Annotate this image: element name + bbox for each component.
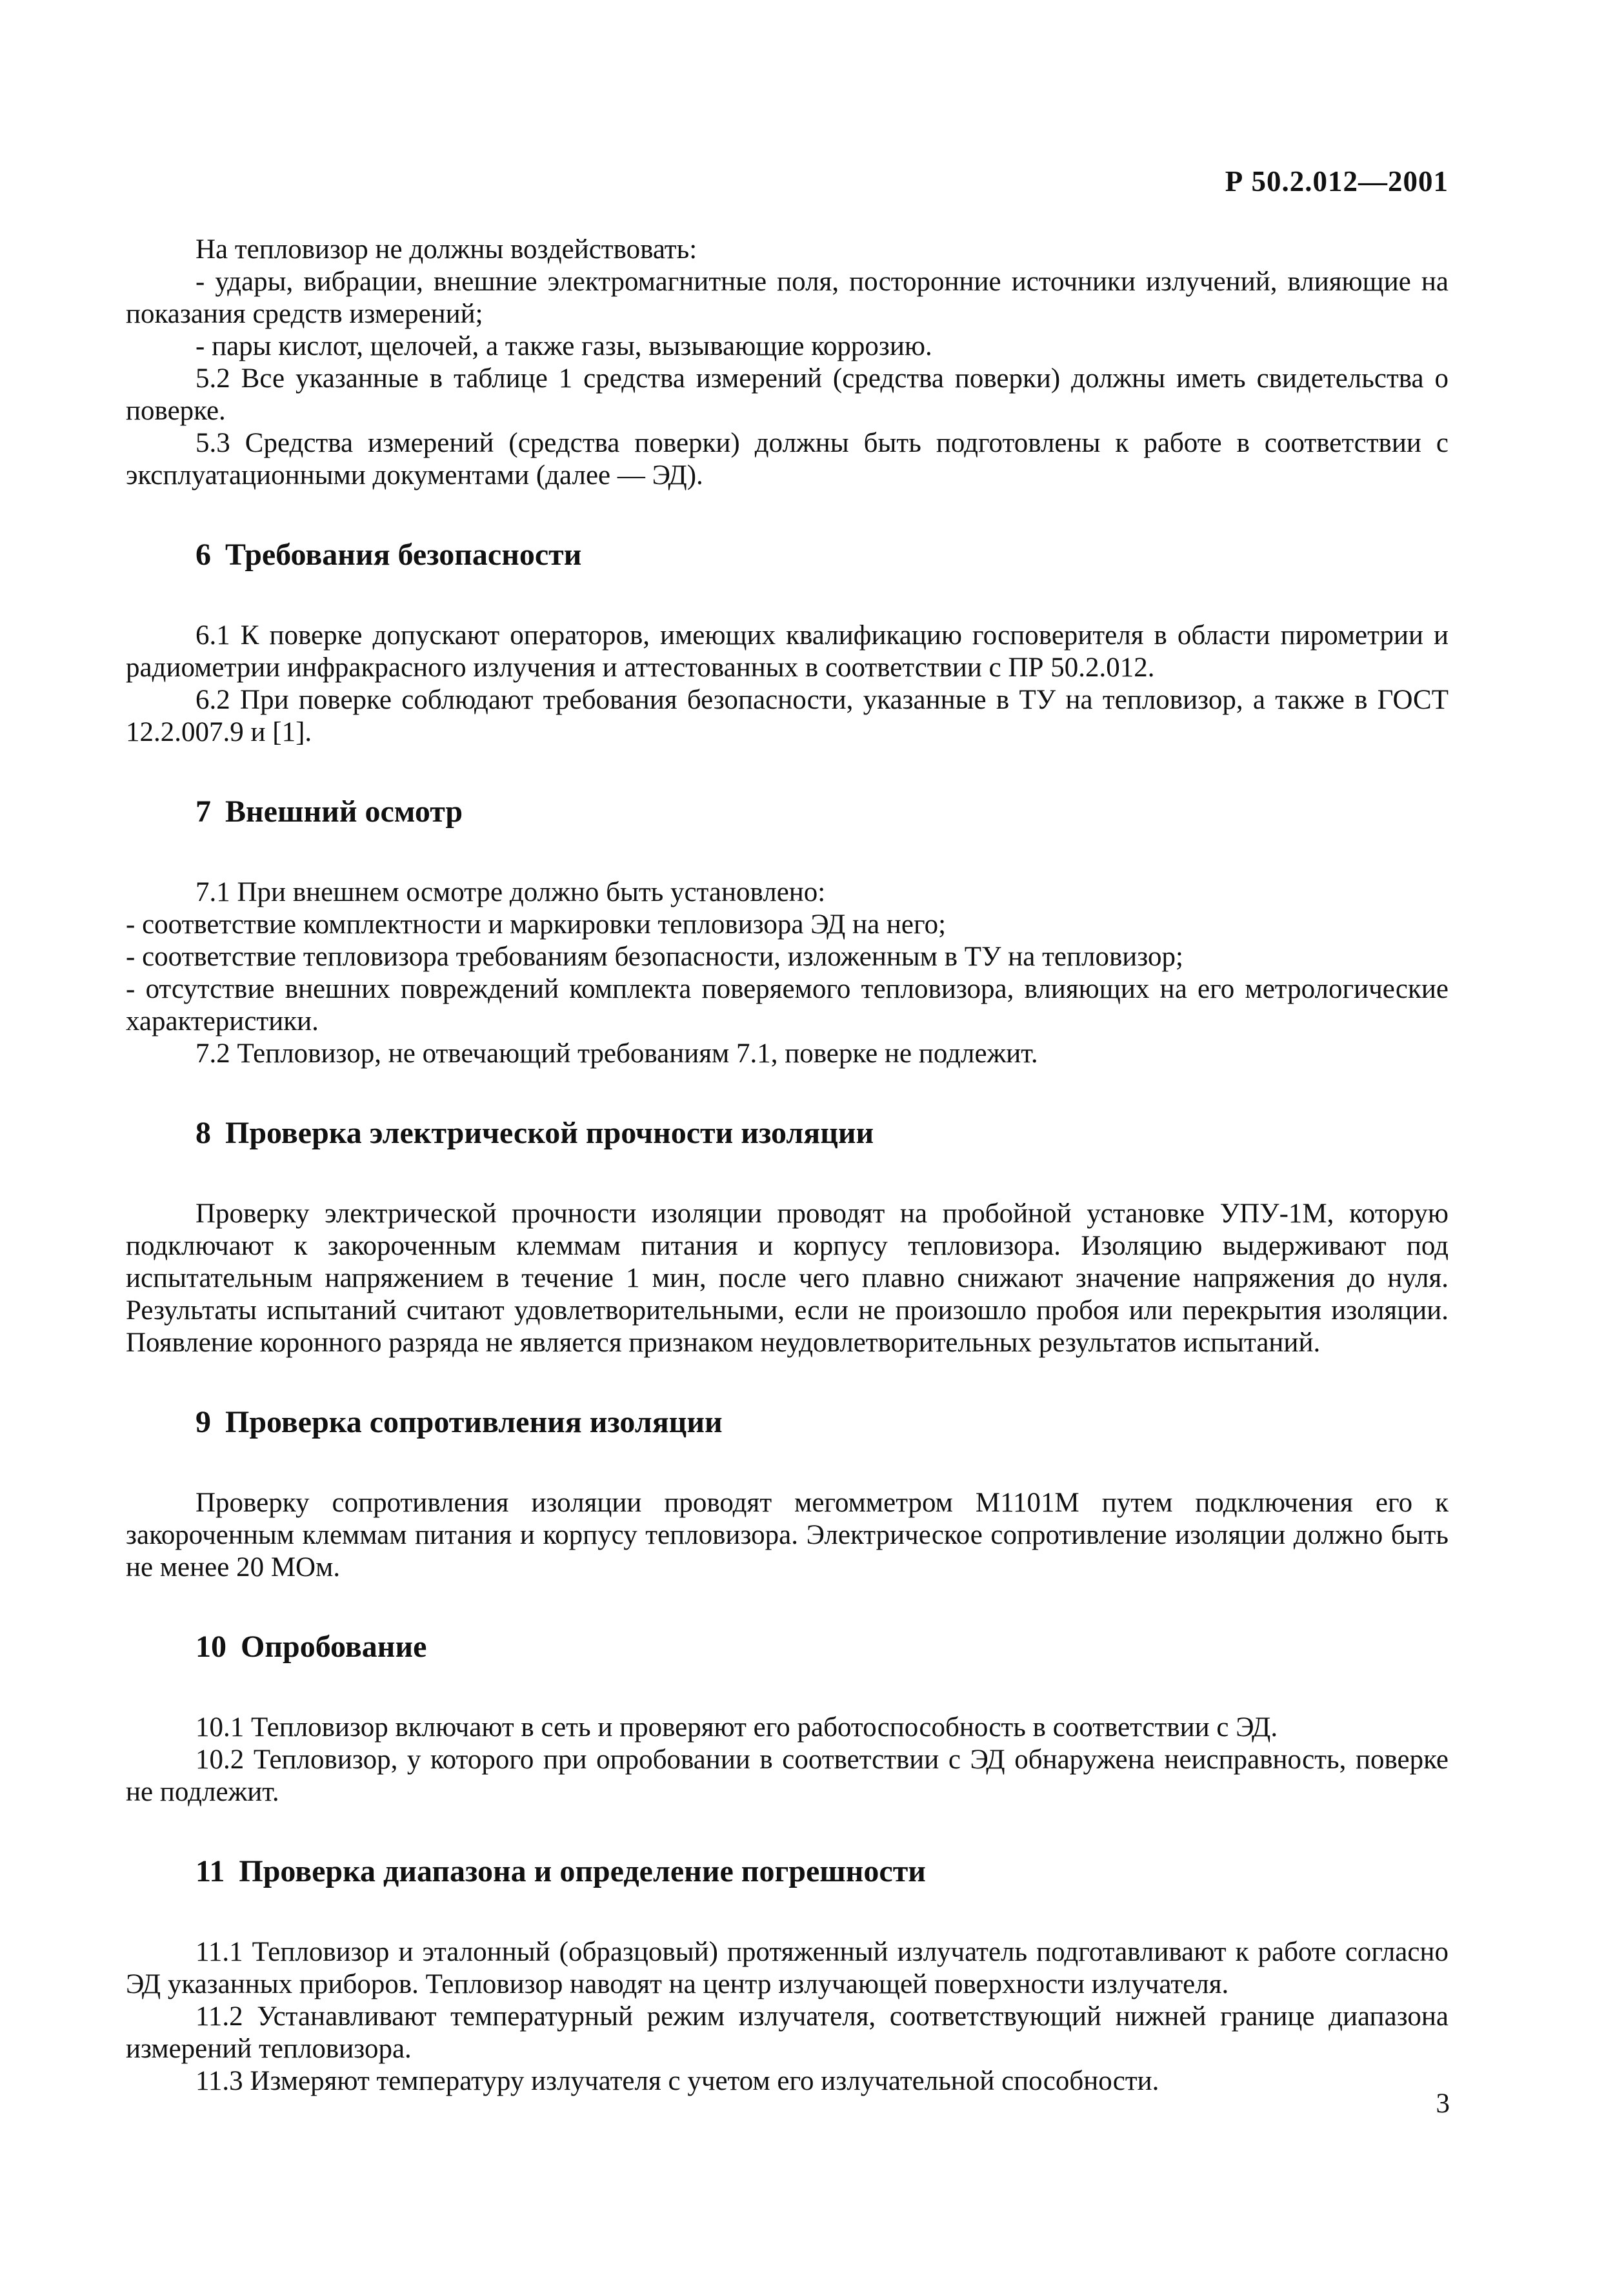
- intro-block: [126, 234, 1449, 492]
- paragraph: - отсутствие внешних повреждений комплекта поверяемого тепловизора, влияющих на его метрологические характеристики.: [126, 974, 1449, 1036]
- section-title: Опробование: [241, 1630, 427, 1664]
- section-number: 7: [195, 794, 211, 829]
- paragraph: - удары, вибрации, внешние электромагнитные поля, посторонние источники излучений, влияющие на показания средств измерений;: [126, 267, 1449, 329]
- section-title: Проверка диапазона и определение погрешности: [239, 1854, 926, 1888]
- paragraph: 7.1 При внешнем осмотре должно быть установлено:: [195, 877, 826, 907]
- section-heading: [195, 794, 1449, 830]
- section-heading: [195, 537, 1449, 573]
- paragraph: 6.1 К поверке допускают операторов, имеющих квалификацию госповерителя в области пирометрии и радиометрии инфракрасного излучения и аттестованных в соответствии с ПР 50.2.012.: [126, 620, 1449, 683]
- section-title: Проверка электрической прочности изоляции: [225, 1116, 874, 1150]
- section-number: 6: [195, 538, 211, 572]
- section-7: [126, 794, 1449, 1070]
- paragraph: - соответствие тепловизора требованиям безопасности, изложенным в ТУ на тепловизор;: [126, 942, 1183, 972]
- paragraph: 10.2 Тепловизор, у которого при опробовании в соответствии с ЭД обнаружена неисправность, поверке не подлежит.: [126, 1744, 1449, 1807]
- document-body: [126, 234, 1449, 2098]
- section-title: Внешний осмотр: [225, 794, 463, 829]
- paragraph: Проверку электрической прочности изоляции проводят на пробойной установке УПУ-1М, которую подключают к закороченным клеммам питания и корпусу тепловизора. Изоляцию выдерживают под испытательным напряжением в течение 1 мин, после чего плавно снижают значение напряжения до нуля. Результаты испытаний считают удовлетворительными, если не произошло пробоя или перекрытия изоляции. Появление коронного разряда не является признаком неудовлетворительных результатов испытаний.: [126, 1198, 1449, 1358]
- section-title: Требования безопасности: [225, 538, 582, 572]
- paragraph: Проверку сопротивления изоляции проводят мегомметром М1101М путем подключения его к закороченным клеммам питания и корпусу тепловизора. Электрическое сопротивление изоляции должно быть не менее 20 МОм.: [126, 1488, 1449, 1582]
- paragraph: - соответствие комплектности и маркировки тепловизора ЭД на него;: [126, 909, 947, 940]
- page-number: 3: [1436, 2088, 1450, 2119]
- paragraph: 11.3 Измеряют температуру излучателя с учетом его излучательной способности.: [195, 2066, 1159, 2096]
- section-number: 10: [195, 1630, 226, 1664]
- paragraph: На тепловизор не должны воздействовать:: [195, 234, 697, 265]
- section-heading: [195, 1115, 1449, 1151]
- section-8: [126, 1115, 1449, 1359]
- section-title: Проверка сопротивления изоляции: [225, 1405, 723, 1439]
- section-heading: [195, 1629, 1449, 1665]
- paragraph: 5.3 Средства измерений (средства поверки) должны быть подготовлены к работе в соответствии с эксплуатационными документами (далее — ЭД).: [126, 428, 1449, 490]
- document-code: Р 50.2.012—2001: [1225, 165, 1449, 197]
- paragraph: - пары кислот, щелочей, а также газы, вызывающие коррозию.: [195, 331, 932, 361]
- section-number: 9: [195, 1405, 211, 1439]
- section-9: [126, 1404, 1449, 1584]
- paragraph: 7.2 Тепловизор, не отвечающий требованиям 7.1, поверке не подлежит.: [195, 1038, 1038, 1069]
- section-number: 8: [195, 1116, 211, 1150]
- section-6: [126, 537, 1449, 749]
- section-number: 11: [195, 1854, 225, 1888]
- paragraph: 10.1 Тепловизор включают в сеть и проверяют его работоспособность в соответствии с ЭД.: [195, 1712, 1278, 1743]
- section-11: [126, 1854, 1449, 2098]
- paragraph: 11.1 Тепловизор и эталонный (образцовый) протяженный излучатель подготавливают к работе согласно ЭД указанных приборов. Тепловизор наводят на центр излучающей поверхности излучателя.: [126, 1937, 1449, 1999]
- section-heading: [195, 1854, 1449, 1890]
- section-heading: [195, 1404, 1449, 1441]
- paragraph: 5.2 Все указанные в таблице 1 средства измерений (средства поверки) должны иметь свидетельства о поверке.: [126, 363, 1449, 426]
- section-10: [126, 1629, 1449, 1808]
- paragraph: 6.2 При поверке соблюдают требования безопасности, указанные в ТУ на тепловизор, а также в ГОСТ 12.2.007.9 и [1].: [126, 685, 1449, 747]
- paragraph: 11.2 Устанавливают температурный режим излучателя, соответствующий нижней границе диапазона измерений тепловизора.: [126, 2001, 1449, 2064]
